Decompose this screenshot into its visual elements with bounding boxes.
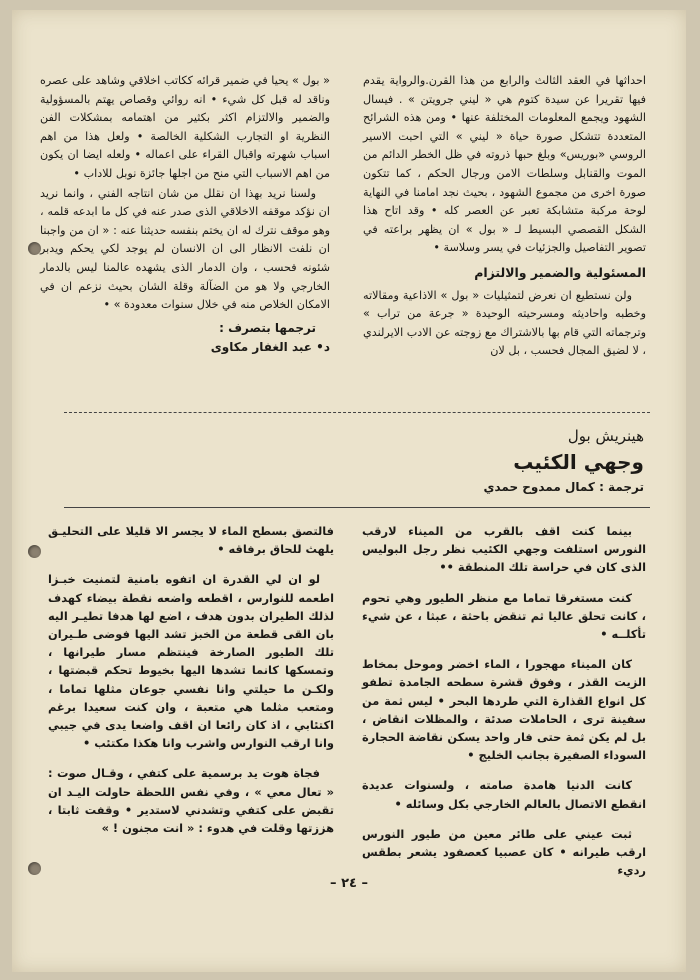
signature-label: ترجمها بتصرف : — [219, 320, 316, 335]
paragraph: فالتصق بسطح الماء لا يجسر الا قليلا على التحليـق يلهث للحاق برفاقه • — [48, 524, 334, 557]
signature-name: د• عبد الغفار مكاوى — [210, 339, 330, 354]
story-right-column — [362, 522, 646, 891]
binder-hole — [28, 862, 41, 875]
paragraph: كنت مستغرقا تماما مع منظر الطيور وهي تحوم ، كانت تحلق عاليا ثم تنقض باحثة ، عبثا ، عن شيء تأكلــه • — [362, 590, 646, 642]
paragraph: لو ان لي القدرة ان اتفوه بامنية لتمنيت خبـزا اطعمه للنوارس ، اقطعه واضعه نقطة بيضاء كهدف لذلك الطيران بدون هدف ، اضع لها هدفا تطيـر اليه بان القى قطعة من الخبز تشد اليها فوضى طـيران تلك الطيور الصارخة فينتظم مسار طيرانها ، وتمسكها كانما تشدها اليها بخيوط تحكم قبضتها ، ولكـن ما حيلتي وانا نفسي جوعان مثلها تماما ، ومتعب مثلما هي متعبة ، وان كنت سعيدا برغم اكتئابي ، اذ كان رائعا ان اقف واضعا يدى في جيبي وانا ارقب النوارس واشرب وانا هكذا مكتئب • — [48, 572, 334, 751]
paragraph: كان الميناء مهجورا ، الماء اخضر وموحل بمخاط الزيت القذر ، وفوق قشرة سطحه الجامدة تطفو كل انواع القذارة التي طردها البحر • ليس ثمة من سفينة ترى ، الحاملات صدئة ، والمظلات انقاض ، بل لم يكن ثمة حتى فار واحد يسكن نقاضة الحجارة السوداء الصفيرة بجانب الخليج • — [362, 657, 646, 763]
paragraph: كانت الدنيا هامدة صامته ، ولسنوات عديدة انقطع الاتصال بالعالم الخارجي بكل وسائله • — [362, 778, 646, 811]
upper-right-column — [363, 72, 646, 362]
paragraph: فجاة هوت يد برسمية على كتفي ، وقـال صوت : « تعال معي » ، وفي نفس اللحظة حاولت اليـد ان تقبض على كتفي وتشدني لاستدير • وقفت ثابتا ، هززتها وقلت في هدوء : « انت مجنون ! » — [48, 766, 334, 836]
upper-left-column — [40, 72, 330, 357]
story-author: هينريش بول — [567, 427, 644, 445]
header-divider — [64, 507, 650, 508]
page-number: – ٢٤ – — [330, 876, 368, 891]
paragraph: ثبت عيني على طائر معين من طيور النورس ارقب طيرانه • كان عصبيا كعصفود يشعر بطقس رديء — [362, 826, 646, 878]
paragraph: ولسنا نريد بهذا ان نقلل من شان انتاجه الفني ، وانما نريد ان نؤكد موقفه الاخلاقي الذى صدر عنه في كل ما ابدعه قلمه ، وهو موقف نترك له ان يختم بنفسه حديثنا عنه : « ان من واجبنا ان نلفت الانظار الى ان الانسان لم يوجد لكي يحكم ويدبر شئونه فحسب ، وان الدمار الذى يشهده عالمنا ليس بالدمار الخارجي ولا هو من الضآلة وقلة الشان بحيث نزعم ان في الامكان الخلاص منه في خلال سنوات معدودة » • — [40, 186, 330, 312]
paragraph: « بول » يحيا في ضمير قرائه ككاتب اخلاقي وشاهد على عصره وناقد له قبل كل شيء • انه روائي وقصاص يهتم بالمسؤولية والضمير والالتزام اكثر بكثير من اهتمامه بمشكلات الفن النظرية او التجارب الشكلية الخالصة • ولعل هذا من اهم اسباب شهرته واقبال القراء على اعماله • ولعله ايضا ان يكون من اهم الاسباب التي منح من اجلها جائزة نوبل للاداب • — [40, 74, 330, 180]
story-title: وجهي الكئيب — [513, 450, 644, 474]
paragraph: بينما كنت اقف بالقرب من الميناء لارقب النورس استلفت وجهي الكئيب نظر رجل البوليس الذى كان في حراسة تلك المنطقة •• — [362, 524, 646, 575]
section-divider — [64, 412, 650, 413]
paragraph: ولن نستطيع ان نعرض لتمثيليات « بول » الاذاعية ومقالاته وخطبه واحاديثه ومسرحيته الوحيدة « جرعة من تراب » وترجماته التي قام بها بالاشتراك مع زوجته عن الادب الايرلندي ، لا لضيق المجال فحسب ، بل لان — [363, 288, 646, 358]
story-left-column — [48, 522, 334, 849]
translator-signature — [40, 319, 330, 357]
section-heading: المسئولية والضمير والالتزام — [474, 264, 646, 280]
paragraph: احداثها في العقد الثالث والرابع من هذا القرن.والرواية يقدم فيها تقريرا عن سيدة كتوم هي « ليني جرويتن » . فيسال الشهود ويجمع المعلومات المختلفة عنها • ومن هذه الشرائح المتعددة تتشكل صورة حياة « ليني » التي احبت الاسير الروسي «بوريس» وبلغ حبها ذروته في ظل الخطر الدائم من الموت والقنابل وسلطات الامن ورجال الحكم ، كما تتكون صورة اخرى من مجموع الشهود ، بحيث نجد امامنا في النهاية لوحة مركبة متشابكة تعبر عن العصر كله • وقد اتاح هذا الشكل القصصي البسيط لـ « بول » ان يظهر براعته في تصوير التفاصيل والجزئيات في يسر وسلاسة • — [363, 74, 646, 255]
story-translator: ترجمة : كمال ممدوح حمدي — [483, 480, 644, 494]
binder-hole — [28, 545, 41, 558]
page — [12, 10, 686, 972]
